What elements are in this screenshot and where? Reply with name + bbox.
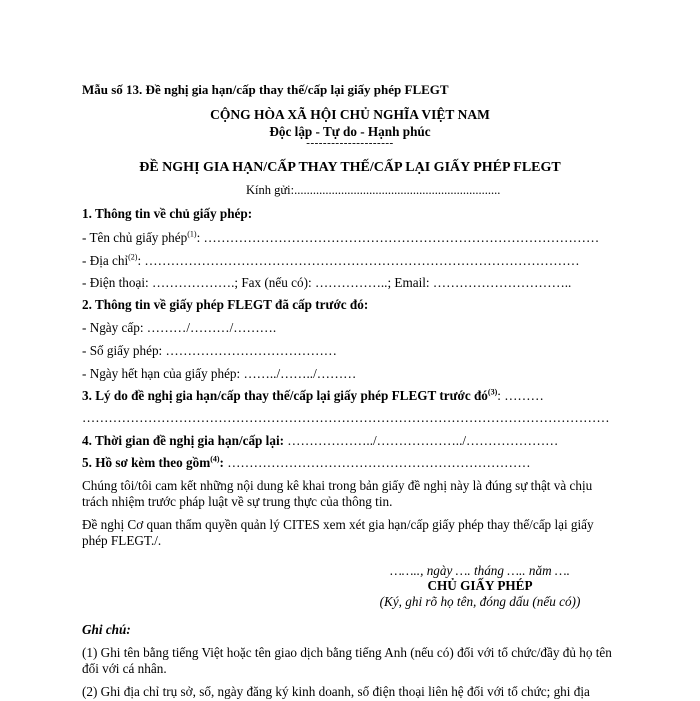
address-footnote-ref: (2) [128, 252, 138, 262]
section3-footnote-ref: (3) [487, 387, 498, 397]
notes-heading: Ghi chú: [82, 622, 131, 637]
signature-role: CHỦ GIẤY PHÉP [427, 578, 533, 593]
section5-dots: …………………………………………………………… [223, 455, 531, 470]
request-paragraph: Đề nghị Cơ quan thẩm quyền quản lý CITES xem xét gia hạn/cấp giấy phép thay thế/cấp lại giấy phép FLEGT./. [82, 517, 594, 548]
recipient-line: Kính gửi:.................................................................. [246, 183, 501, 197]
country-header: CỘNG HÒA XÃ HỘI CHỦ NGHĨA VIỆT NAM [210, 107, 490, 122]
owner-name-dots: : ……………………………………………………………………………… [196, 230, 600, 245]
section3-tail: : ……… [497, 388, 544, 403]
section3-line [82, 388, 544, 405]
issue-date-field: - Ngày cấp: ………/………/………. [82, 320, 277, 335]
address-label: - Địa chỉ [82, 253, 129, 268]
contact-line: - Điện thoại: ……………….; Fax (nếu có): ……………..; Email: ………………………….. [82, 275, 572, 290]
header-divider: --------------------- [306, 137, 394, 149]
section4-line [82, 433, 558, 450]
section3-heading: 3. Lý do đề nghị gia hạn/cấp thay thế/cấp lại giấy phép FLEGT trước đó [82, 388, 488, 403]
commitment-paragraph: Chúng tôi/tôi cam kết những nội dung kê khai trong bản giấy đề nghị này là đúng sự thật và chịu trách nhiệm trước pháp luật về sự trung thực của thông tin. [82, 478, 593, 509]
signature-date-line: …….., ngày …. tháng ….. năm …. [390, 563, 570, 578]
section5-footnote-ref: (4) [210, 454, 220, 464]
owner-name-field [82, 230, 599, 247]
expiry-date-field: - Ngày hết hạn của giấy phép: ……../……../……… [82, 366, 357, 381]
owner-name-footnote-ref: (1) [187, 229, 197, 239]
section5-heading: 5. Hồ sơ kèm theo gồm [82, 455, 211, 470]
national-motto: Độc lập - Tự do - Hạnh phúc [269, 124, 431, 139]
section3-dots-line: ………………………………………………………………………………………………………… [82, 410, 610, 425]
form-code: Mẫu số 13. Đề nghị gia hạn/cấp thay thế/cấp lại giấy phép FLEGT [82, 82, 449, 97]
license-number-field: - Số giấy phép: ………………………………… [82, 343, 337, 358]
section4-heading: 4. Thời gian đề nghị gia hạn/cấp lại: [82, 433, 284, 448]
section4-dots: ………………../………………../………………… [284, 433, 559, 448]
section5-colon: : [219, 455, 224, 470]
signature-note: (Ký, ghi rõ họ tên, đóng dấu (nếu có)) [379, 594, 581, 609]
address-dots: : ……………………………………………………………………………………… [137, 253, 580, 268]
section5-line [82, 455, 531, 472]
note-1: (1) Ghi tên bằng tiếng Việt hoặc tên giao dịch bằng tiếng Anh (nếu có) đối với tổ chức/đầy đủ họ tên đối với cá nhân. [82, 645, 612, 676]
note-2: (2) Ghi địa chỉ trụ sở, số, ngày đăng ký kinh doanh, số điện thoại liên hệ đối với tổ chức; ghi địa [82, 684, 590, 699]
owner-name-label: - Tên chủ giấy phép [82, 230, 188, 245]
section2-heading: 2. Thông tin về giấy phép FLEGT đã cấp trước đó: [82, 297, 369, 312]
section1-heading: 1. Thông tin về chủ giấy phép: [82, 206, 253, 221]
address-field [82, 253, 580, 270]
document-title: ĐỀ NGHỊ GIA HẠN/CẤP THAY THẾ/CẤP LẠI GIẤY PHÉP FLEGT [139, 160, 561, 175]
